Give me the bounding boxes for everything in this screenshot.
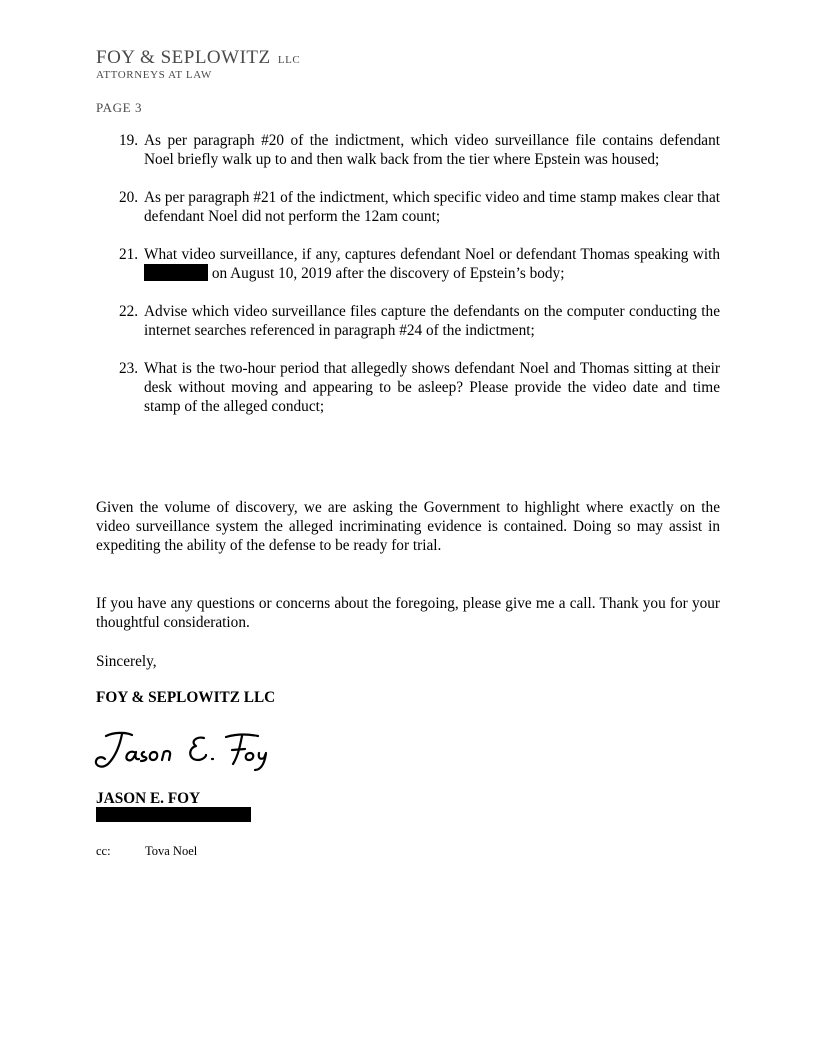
closing-firm-name: FOY & SEPLOWITZ LLC xyxy=(96,689,276,706)
request-number: 22. xyxy=(119,303,139,320)
handwritten-signature xyxy=(92,728,272,772)
redaction-block xyxy=(96,807,251,822)
request-text-before-redaction: What video surveillance, if any, captures defendant Noel or defendant Thomas speaking with xyxy=(144,246,720,263)
redaction-bar xyxy=(144,264,208,281)
request-item xyxy=(96,245,720,283)
request-text: As per paragraph #20 of the indictment, which video surveillance file contains defendant Noel briefly walk up to and then walk back from the tier where Epstein was housed; xyxy=(144,132,720,168)
request-number: 19. xyxy=(119,132,139,149)
request-item xyxy=(96,359,720,416)
request-text: As per paragraph #21 of the indictment, which specific video and time stamp makes clear that defendant Noel did not perform the 12am count; xyxy=(144,189,720,225)
request-item xyxy=(96,302,720,340)
letterhead-subtitle: ATTORNEYS AT LAW xyxy=(96,69,212,81)
request-number: 23. xyxy=(119,360,139,377)
firm-name-text: FOY & SEPLOWITZ xyxy=(96,47,271,68)
request-number: 20. xyxy=(119,189,139,206)
request-text-after-redaction: on August 10, 2019 after the discovery of Epstein’s body; xyxy=(211,265,565,282)
body-paragraph-questions: If you have any questions or concerns about the foregoing, please give me a call. Thank you for your thoughtful consideration. xyxy=(96,595,720,631)
firm-name-suffix: LLC xyxy=(277,54,301,66)
request-text: What is the two-hour period that allegedly shows defendant Noel and Thomas sitting at their desk without moving and appearing to be asleep? Please provide the video date and time stamp of the alleged conduct; xyxy=(144,360,720,415)
request-item xyxy=(96,131,720,169)
closing-salutation: Sincerely, xyxy=(96,653,157,670)
page-number: PAGE 3 xyxy=(96,100,143,115)
request-text: Advise which video surveillance files capture the defendants on the computer conducting the internet searches referenced in paragraph #24 of the indictment; xyxy=(144,303,720,339)
cc-recipient: Tova Noel xyxy=(145,844,198,858)
request-number: 21. xyxy=(119,246,139,263)
body-paragraph-discovery: Given the volume of discovery, we are asking the Government to highlight where exactly on the video surveillance system the alleged incriminating evidence is contained. Doing so may assist in expediting the ability of the defense to be ready for trial. xyxy=(96,499,720,554)
request-list xyxy=(96,131,720,435)
cc-label: cc: xyxy=(96,844,111,858)
signer-name: JASON E. FOY xyxy=(96,790,201,807)
request-item xyxy=(96,188,720,226)
letterhead-firm-name xyxy=(96,47,300,71)
